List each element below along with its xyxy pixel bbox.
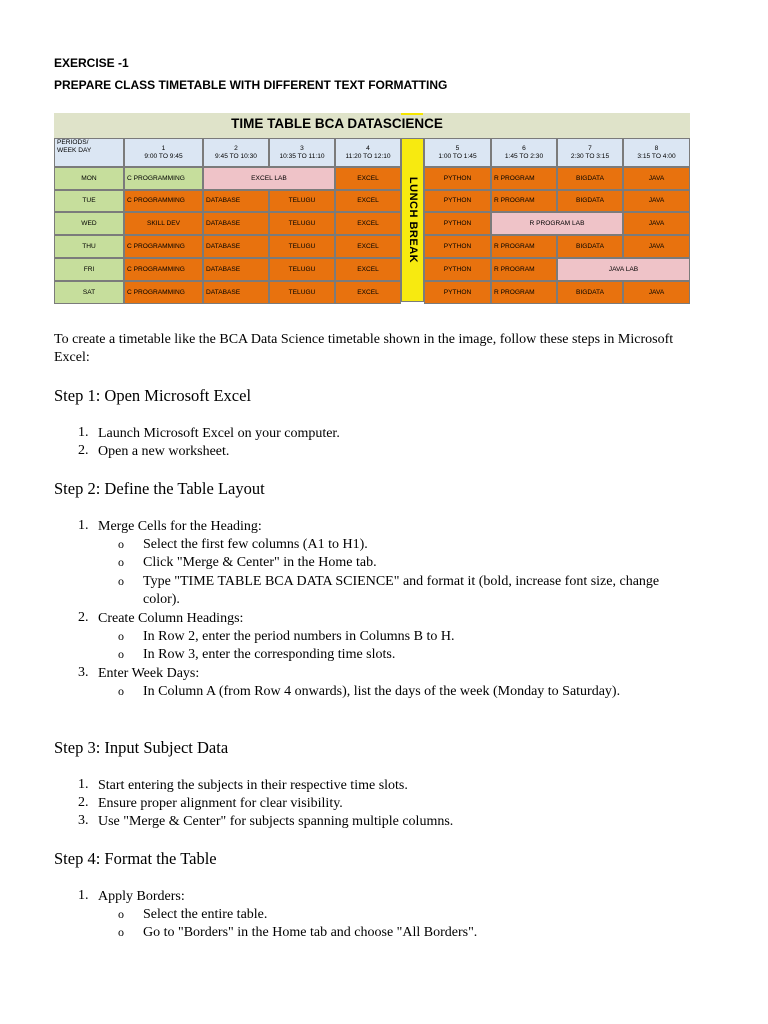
bullet-marker: o — [118, 647, 124, 661]
subject-cell: PYTHON — [424, 212, 491, 235]
subject-cell: R PROGRAM — [491, 190, 557, 212]
subject-cell: JAVA — [623, 235, 690, 258]
list-item: Open a new worksheet. — [98, 444, 230, 459]
subject-cell: C PROGRAMMING — [124, 190, 203, 212]
period-header — [269, 138, 335, 167]
subject-cell: EXCEL — [335, 167, 401, 190]
subject-cell: JAVA — [623, 281, 690, 304]
subject-cell: DATABASE — [203, 190, 269, 212]
period-header — [557, 138, 623, 167]
list-item: Start entering the subjects in their respective time slots. — [98, 778, 408, 793]
list-number: 2. — [78, 610, 89, 625]
bullet-marker: o — [118, 907, 124, 921]
lunch-break-label: LUNCH BREAK — [406, 176, 419, 264]
list-item: Use "Merge & Center" for subjects spanning multiple columns. — [98, 814, 454, 829]
subject-cell: TELUGU — [269, 235, 335, 258]
sub-item: Click "Merge & Center" in the Home tab. — [143, 555, 377, 570]
subject-cell: R PROGRAM — [491, 258, 557, 281]
subject-cell: TELUGU — [269, 190, 335, 212]
period-number: 1 — [161, 144, 166, 152]
intro-paragraph: To create a timetable like the BCA Data Science timetable shown in the image, follow these steps in Microsoft Excel: — [54, 332, 674, 365]
period-header — [623, 138, 690, 167]
lunch-break-column — [401, 138, 424, 302]
list-item: Create Column Headings: — [98, 611, 244, 626]
day-cell: WED — [54, 212, 124, 235]
subject-cell: JAVA — [623, 212, 690, 235]
lunch-header-strip — [401, 113, 423, 115]
exercise-title: EXERCISE -1 — [54, 56, 129, 70]
list-item: Enter Week Days: — [98, 666, 200, 681]
period-header — [203, 138, 269, 167]
period-header — [124, 138, 203, 167]
period-number: 6 — [522, 144, 526, 152]
subject-cell: TELUGU — [269, 281, 335, 304]
subject-cell-merged: JAVA LAB — [557, 258, 690, 281]
sub-item: In Row 2, enter the period numbers in Columns B to H. — [143, 629, 455, 644]
sub-item: In Row 3, enter the corresponding time slots. — [143, 647, 396, 662]
period-time: 9:45 TO 10:30 — [215, 152, 257, 160]
period-number: 4 — [366, 144, 370, 152]
subject-cell: C PROGRAMMING — [124, 167, 203, 190]
subject-cell-merged: EXCEL LAB — [203, 167, 335, 190]
sub-item: Go to "Borders" in the Home tab and choose "All Borders". — [143, 925, 478, 940]
bullet-marker: o — [118, 684, 124, 698]
subject-cell: BIGDATA — [557, 167, 623, 190]
list-number: 2. — [78, 443, 89, 458]
subject-cell: SKILL DEV — [124, 212, 203, 235]
sub-item: Type "TIME TABLE BCA DATA SCIENCE" and format it (bold, increase font size, change color). — [143, 574, 660, 607]
day-cell: TUE — [54, 190, 124, 212]
list-item: Merge Cells for the Heading: — [98, 519, 262, 534]
list-number: 1. — [78, 777, 89, 792]
subject-cell: DATABASE — [203, 212, 269, 235]
period-number: 8 — [654, 144, 659, 152]
subject-cell-merged: R PROGRAM LAB — [491, 212, 623, 235]
subject-cell: C PROGRAMMING — [124, 258, 203, 281]
period-time: 2:30 TO 3:15 — [570, 152, 610, 160]
list-number: 3. — [78, 813, 89, 828]
bullet-marker: o — [118, 925, 124, 939]
subject-cell: DATABASE — [203, 235, 269, 258]
list-number: 3. — [78, 665, 89, 680]
step-heading: Step 1: Open Microsoft Excel — [54, 386, 252, 405]
day-cell: SAT — [54, 281, 124, 304]
corner-header — [54, 138, 124, 167]
subject-cell: PYTHON — [424, 281, 491, 304]
subject-cell: TELUGU — [269, 212, 335, 235]
timetable-title: TIME TABLE BCA DATASCIENCE — [231, 116, 443, 131]
subject-cell: BIGDATA — [557, 190, 623, 212]
period-time: 10:35 TO 11:10 — [279, 152, 325, 160]
period-number: 5 — [455, 144, 460, 152]
bullet-marker: o — [118, 555, 124, 569]
list-number: 1. — [78, 518, 89, 533]
corner-line-2: WEEK DAY — [57, 147, 92, 154]
period-header — [491, 138, 557, 167]
bullet-marker: o — [118, 629, 124, 643]
list-number: 1. — [78, 888, 89, 903]
subject-cell: DATABASE — [203, 258, 269, 281]
list-item: Apply Borders: — [98, 889, 185, 904]
timetable-image — [54, 113, 690, 304]
day-cell: FRI — [54, 258, 124, 281]
list-number: 1. — [78, 425, 89, 440]
subject-cell: R PROGRAM — [491, 167, 557, 190]
corner-line-1: PERIODS/ — [57, 139, 89, 146]
list-item: Ensure proper alignment for clear visibility. — [98, 796, 343, 811]
subject-cell: JAVA — [623, 190, 690, 212]
bullet-marker: o — [118, 574, 124, 588]
step-heading: Step 4: Format the Table — [54, 849, 217, 868]
day-cell: THU — [54, 235, 124, 258]
period-time: 1:00 TO 1:45 — [438, 152, 477, 160]
exercise-subtitle: PREPARE CLASS TIMETABLE WITH DIFFERENT TEXT FORMATTING — [54, 78, 448, 92]
subject-cell: PYTHON — [424, 258, 491, 281]
subject-cell: PYTHON — [424, 235, 491, 258]
period-header — [424, 138, 491, 167]
period-time: 9:00 TO 9:45 — [144, 152, 183, 160]
subject-cell: EXCEL — [335, 235, 401, 258]
day-cell: MON — [54, 167, 124, 190]
subject-cell: R PROGRAM — [491, 281, 557, 304]
subject-cell: DATABASE — [203, 281, 269, 304]
subject-cell: C PROGRAMMING — [124, 281, 203, 304]
subject-cell: EXCEL — [335, 212, 401, 235]
step-heading: Step 2: Define the Table Layout — [54, 479, 265, 498]
sub-item: Select the entire table. — [143, 907, 268, 922]
period-time: 1:45 TO 2:30 — [504, 152, 544, 160]
period-header — [335, 138, 401, 167]
subject-cell: R PROGRAM — [491, 235, 557, 258]
period-time: 3:15 TO 4:00 — [637, 152, 676, 160]
bullet-marker: o — [118, 537, 124, 551]
subject-cell: BIGDATA — [557, 235, 623, 258]
list-number: 2. — [78, 795, 89, 810]
subject-cell: EXCEL — [335, 190, 401, 212]
subject-cell: JAVA — [623, 167, 690, 190]
period-number: 3 — [300, 144, 304, 152]
subject-cell: PYTHON — [424, 167, 491, 190]
sub-item: In Column A (from Row 4 onwards), list the days of the week (Monday to Saturday). — [143, 684, 621, 699]
step-heading: Step 3: Input Subject Data — [54, 738, 229, 757]
period-number: 7 — [588, 144, 592, 152]
period-time: 11:20 TO 12:10 — [345, 152, 391, 160]
subject-cell: BIGDATA — [557, 281, 623, 304]
period-number: 2 — [234, 144, 238, 152]
sub-item: Select the first few columns (A1 to H1). — [143, 537, 368, 552]
list-item: Launch Microsoft Excel on your computer. — [98, 426, 340, 441]
subject-cell: EXCEL — [335, 258, 401, 281]
subject-cell: C PROGRAMMING — [124, 235, 203, 258]
subject-cell: PYTHON — [424, 190, 491, 212]
subject-cell: EXCEL — [335, 281, 401, 304]
subject-cell: TELUGU — [269, 258, 335, 281]
